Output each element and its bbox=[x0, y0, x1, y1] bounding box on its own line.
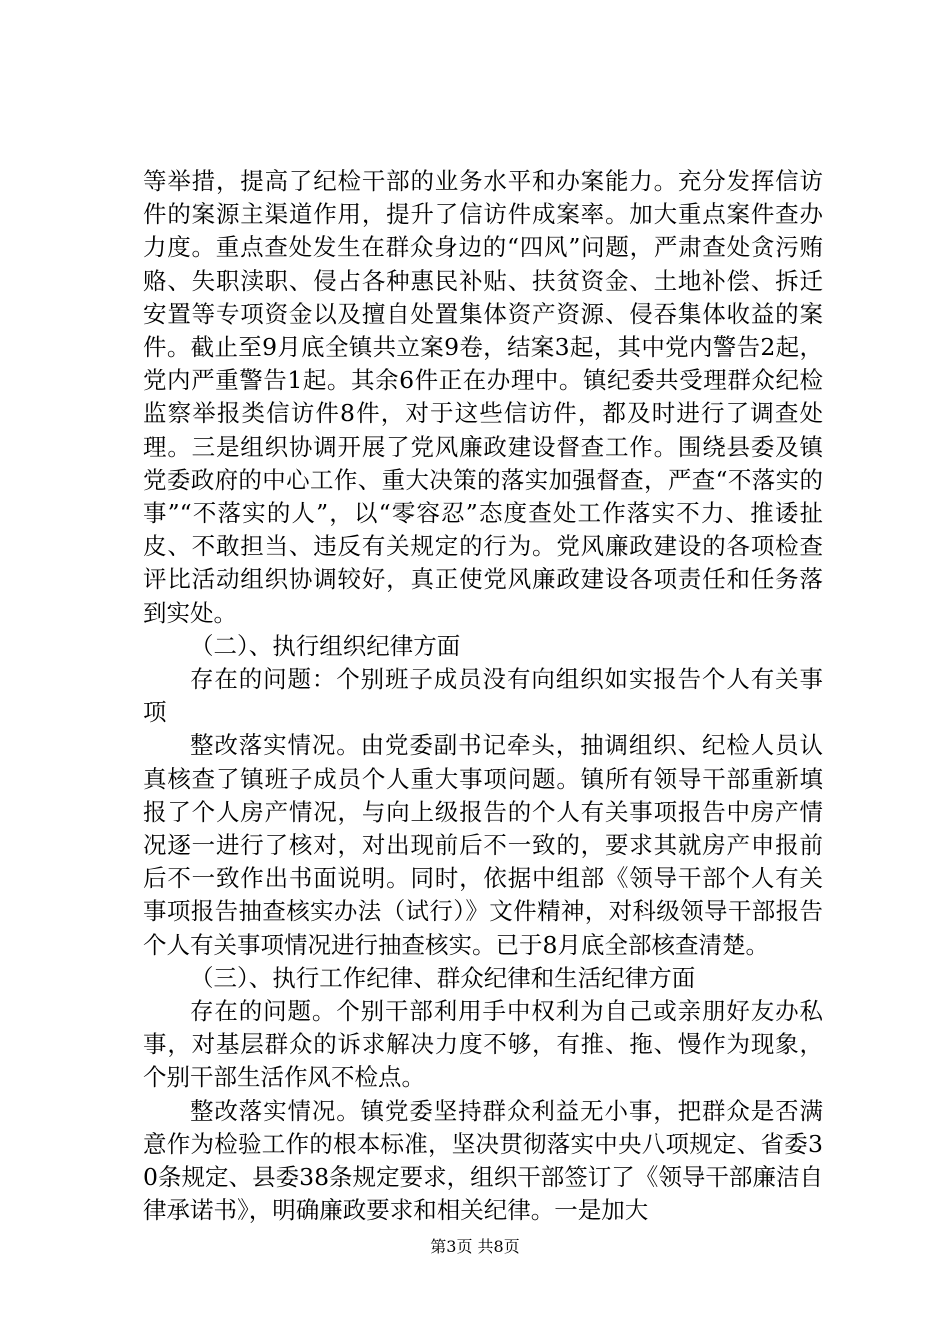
paragraph-problem-3: 存在的问题。个别干部利用手中权利为自己或亲朋好友办私事，对基层群众的诉求解决力度不够，有推、拖、慢作为现象，个别干部生活作风不检点。 bbox=[143, 997, 823, 1092]
section-heading-3: （三）、执行工作纪律、群众纪律和生活纪律方面 bbox=[190, 963, 696, 992]
paragraph-rectification-2: 整改落实情况。由党委副书记牵头，抽调组织、纪检人员认真核查了镇班子成员个人重大事项问题。镇所有领导干部重新填报了个人房产情况，与向上级报告的个人有关事项报告中房产情况逐一进行了核对，对出现前后不一致的，要求其就房产申报前后不一致作出书面说明。同时，依据中组部《领导干部个人有关事项报告抽查核实办法（试行）》文件精神，对科级领导干部报告个人有关事项情况进行抽查核实。已于8月底全部核查清楚。 bbox=[143, 731, 823, 959]
paragraph-rectification-3: 整改落实情况。镇党委坚持群众利益无小事，把群众是否满意作为检验工作的根本标准，坚决贯彻落实中央八项规定、省委30条规定、县委38条规定要求，组织干部签订了《领导干部廉洁自律承诺书》，明确廉政要求和相关纪律。一是加大 bbox=[143, 1096, 823, 1225]
body-text bbox=[143, 165, 823, 1228]
section-heading-2: （二）、执行组织纪律方面 bbox=[190, 631, 461, 660]
page-footer: 第3页 共8页 bbox=[430, 1237, 520, 1256]
paragraph-continuation: 等举措，提高了纪检干部的业务水平和办案能力。充分发挥信访件的案源主渠道作用，提升了信访件成案率。加大重点案件查办力度。重点查处发生在群众身边的“四风”问题，严肃查处贪污贿赂、失职渎职、侵占各种惠民补贴、扶贫资金、土地补偿、拆迁安置等专项资金以及擅自处置集体资产资源、侵吞集体收益的案件。截止至9月底全镇共立案9卷，结案3起，其中党内警告2起，党内严重警告1起。其余6件正在办理中。镇纪委共受理群众纪检监察举报类信访件8件，对于这些信访件，都及时进行了调查处理。三是组织协调开展了党风廉政建设督查工作。围绕县委及镇党委政府的中心工作、重大决策的落实加强督查，严查“不落实的事”“不落实的人”，以“零容忍”态度查处工作落实不力、推诿扯皮、不敢担当、违反有关规定的行为。党风廉政建设的各项检查评比活动组织协调较好，真正使党风廉政建设各项责任和任务落到实处。 bbox=[143, 167, 823, 627]
paragraph-problem-2: 存在的问题：个别班子成员没有向组织如实报告个人有关事项 bbox=[143, 665, 823, 727]
